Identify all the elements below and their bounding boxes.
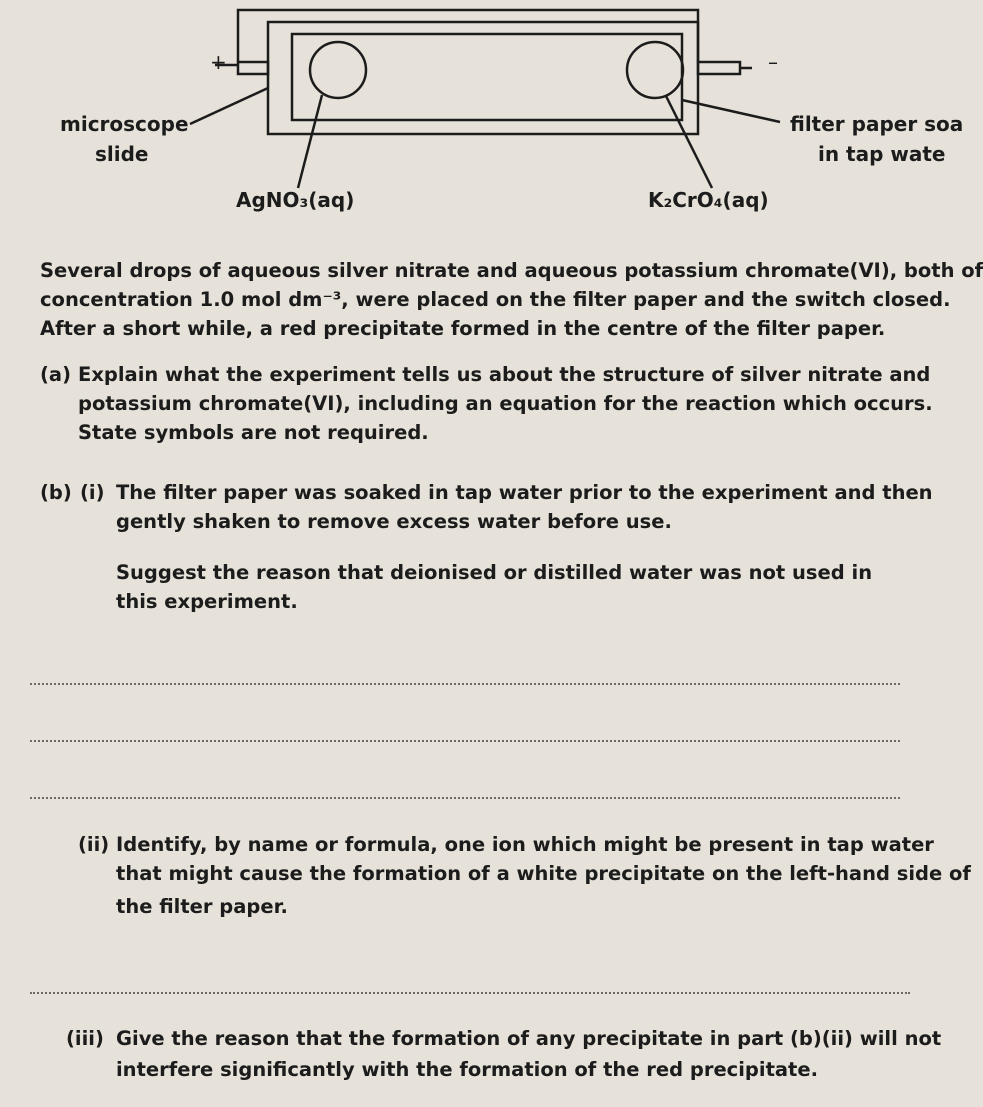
right-electrode xyxy=(698,62,752,74)
label-filter-paper: filter paper soa xyxy=(790,112,964,136)
microscope-slide xyxy=(268,22,698,134)
agno3-leader xyxy=(298,95,322,188)
k2cro4-leader xyxy=(666,96,712,188)
label-microscope: microscope xyxy=(60,112,189,136)
label-k2cro4: K₂CrO₄(aq) xyxy=(648,188,769,212)
intro-line-3: After a short while, a red precipitate formed in the centre of the filter paper. xyxy=(40,317,886,340)
potassium-chromate-drop xyxy=(627,42,683,98)
part-b-i-line-2: gently shaken to remove excess water before use. xyxy=(116,510,672,533)
label-slide: slide xyxy=(95,142,149,166)
part-b-ii-label: (ii) xyxy=(78,833,110,856)
part-b-iii-label: (iii) xyxy=(66,1027,104,1050)
intro-line-1: Several drops of aqueous silver nitrate and aqueous potassium chromate(VI), both of xyxy=(40,259,983,282)
part-b-i-line-3: Suggest the reason that deionised or distilled water was not used in xyxy=(116,561,873,584)
label-agno3: AgNO₃(aq) xyxy=(236,188,355,212)
part-b-ii-line-2: that might cause the formation of a white precipitate on the left-hand side of xyxy=(116,862,971,885)
part-a-line-1: Explain what the experiment tells us about the structure of silver nitrate and xyxy=(78,363,931,386)
label-tap-water: in tap wate xyxy=(818,142,946,166)
minus-terminal: – xyxy=(768,50,778,74)
part-b-iii-line-1: Give the reason that the formation of any precipitate in part (b)(ii) will not xyxy=(116,1027,942,1050)
part-b-i-line-1: The filter paper was soaked in tap water prior to the experiment and then xyxy=(116,481,933,504)
silver-nitrate-drop xyxy=(310,42,366,98)
plus-terminal: + xyxy=(210,50,227,74)
circuit-wire xyxy=(238,10,698,62)
part-b-ii-line-1: Identify, by name or formula, one ion which might be present in tap water xyxy=(116,833,934,856)
part-a-line-2: potassium chromate(VI), including an equation for the reaction which occurs. xyxy=(78,392,933,415)
slide-leader xyxy=(190,88,268,124)
part-b-i-line-4: this experiment. xyxy=(116,590,298,613)
part-b-i-label: (i) xyxy=(80,481,105,504)
part-b-ii-line-3: the filter paper. xyxy=(116,895,288,918)
answer-line-b-i-3[interactable] xyxy=(30,797,900,799)
answer-line-b-ii[interactable] xyxy=(30,992,910,994)
part-b-label: (b) xyxy=(40,481,72,504)
part-b-iii-line-2: interfere significantly with the formation of the red precipitate. xyxy=(116,1058,818,1081)
filter-leader xyxy=(682,100,780,122)
answer-line-b-i-1[interactable] xyxy=(30,683,900,685)
answer-line-b-i-2[interactable] xyxy=(30,740,900,742)
part-a-line-3: State symbols are not required. xyxy=(78,421,429,444)
part-a-label: (a) xyxy=(40,363,71,386)
filter-paper xyxy=(292,34,682,120)
intro-line-2: concentration 1.0 mol dm⁻³, were placed on the filter paper and the switch closed. xyxy=(40,288,951,311)
